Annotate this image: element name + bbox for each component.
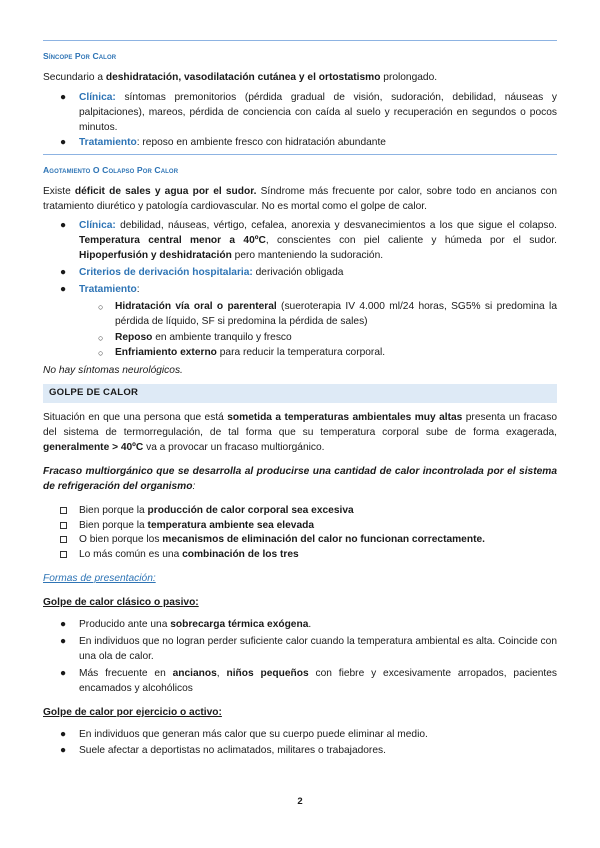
bullet-icon: ●: [60, 667, 67, 679]
checkbox-icon: [60, 536, 67, 543]
circle-bullet-icon: ○: [98, 332, 104, 343]
list-item: ● Más frecuente en ancianos, niños pequeños con fiebre y excesivamente arropados, pacientes encamados y alcohólicos: [60, 667, 558, 694]
sub-list-item: ○ Reposo en ambiente tranquilo y fresco: [43, 331, 557, 346]
agotamiento-intro: Existe déficit de sales y agua por el sudor. Síndrome más frecuente por calor, sobre todo en ancianos con tratamiento diurético y patología cardiovascular. No es mortal como el golpe de calor.: [43, 186, 557, 213]
formas-title: Formas de presentación:: [43, 573, 156, 585]
page-number: 2: [297, 796, 303, 807]
checkbox-icon: [60, 522, 67, 529]
list-item: O bien porque los mecanismos de eliminación del calor no funcionan correctamente.: [43, 533, 557, 548]
checkbox-icon: [60, 551, 67, 558]
bullet-icon: ●: [60, 745, 67, 757]
sub-list-item: ○ Enfriamiento externo para reducir la temperatura corporal.: [43, 346, 557, 361]
section-title-agotamiento: Agotamiento O Colapso Por Calor: [43, 165, 179, 176]
list-item: ● Criterios de derivación hospitalaria: derivación obligada: [43, 266, 557, 281]
bullet-icon: ●: [60, 220, 67, 232]
golpe-fracaso: Fracaso multiorgánico que se desarrolla al producirse una cantidad de calor incontrolada por el sistema de refrigeración del organismo:: [43, 465, 557, 492]
list-item: ● Tratamiento: reposo en ambiente fresco con hidratación abundante: [43, 136, 557, 151]
clasico-list: [43, 618, 557, 697]
bullet-icon: ●: [60, 619, 67, 631]
section-title-sincope: Síncope Por Calor: [43, 51, 117, 61]
list-item: ● Clínica: debilidad, náuseas, vértigo, cefalea, anorexia y desvanecimientos a los que sigue el colapso. Temperatura central menor a 40ºC, conscientes con piel caliente y húmeda por el sudor. Hipoperfusión y deshidratación pero manteniendo la sudoración.: [60, 220, 557, 261]
list-item: ● En individuos que generan más calor que su cuerpo puede eliminar al medio.: [43, 728, 557, 743]
bullet-icon: ●: [60, 91, 67, 103]
section-rule: [43, 154, 557, 155]
agotamiento-note: No hay síntomas neurológicos.: [43, 365, 183, 377]
checkbox-icon: [60, 507, 67, 514]
bullet-icon: ●: [60, 728, 67, 740]
sincope-list: [43, 91, 557, 151]
circle-bullet-icon: ○: [98, 348, 104, 359]
circle-bullet-icon: ○: [98, 301, 104, 312]
clasico-title: Golpe de calor clásico o pasivo:: [43, 597, 199, 609]
section-band-golpe: GOLPE DE CALOR: [43, 384, 557, 403]
document-page: [43, 40, 557, 759]
list-item: Bien porque la producción de calor corporal sea excesiva: [43, 504, 557, 519]
ejercicio-list: [43, 728, 557, 760]
section-rule: [43, 40, 557, 41]
list-item: ● En individuos que no logran perder suficiente calor cuando la temperatura ambiental es alta. Coincide con una ola de calor.: [60, 636, 557, 662]
list-item: Lo más común es una combinación de los tres: [43, 548, 557, 563]
list-item: ● Producido ante una sobrecarga térmica exógena.: [43, 618, 557, 633]
list-item: ● Suele afectar a deportistas no aclimatados, militares o trabajadores.: [43, 744, 557, 759]
bullet-icon: ●: [60, 136, 67, 148]
golpe-intro: Situación en que una persona que está sometida a temperaturas ambientales muy altas presenta un fracaso del sistema de termorregulación, de tal forma que su temperatura corporal sube de forma exagerada, generalmente > 40ºC va a provocar un fracaso multiorgánico.: [43, 412, 557, 453]
bullet-icon: ●: [60, 636, 67, 647]
list-item: Bien porque la temperatura ambiente sea elevada: [43, 519, 557, 534]
bullet-icon: ●: [60, 266, 67, 278]
list-item: ● Tratamiento:: [43, 283, 557, 298]
sub-list-item: ○ Hidratación vía oral o parenteral (sueroterapia IV 4.000 ml/24 horas, SG5% si predomina la pérdida de líquido, SF si predomina la pérdida de sales): [98, 300, 557, 327]
list-item: ● Clínica: síntomas premonitorios (pérdida gradual de visión, sudoración, debilidad, náuseas y palpitaciones), mareos, pérdida de conciencia con caída al suelo y recuperación en segundos o pocos minutos.: [60, 91, 557, 133]
bullet-icon: ●: [60, 283, 67, 295]
ejercicio-title: Golpe de calor por ejercicio o activo:: [43, 706, 222, 718]
sincope-intro: Secundario a deshidratación, vasodilatación cutánea y el ortostatismo prolongado.: [43, 71, 438, 83]
causes-list: [43, 504, 557, 564]
agotamiento-list: [43, 219, 557, 361]
